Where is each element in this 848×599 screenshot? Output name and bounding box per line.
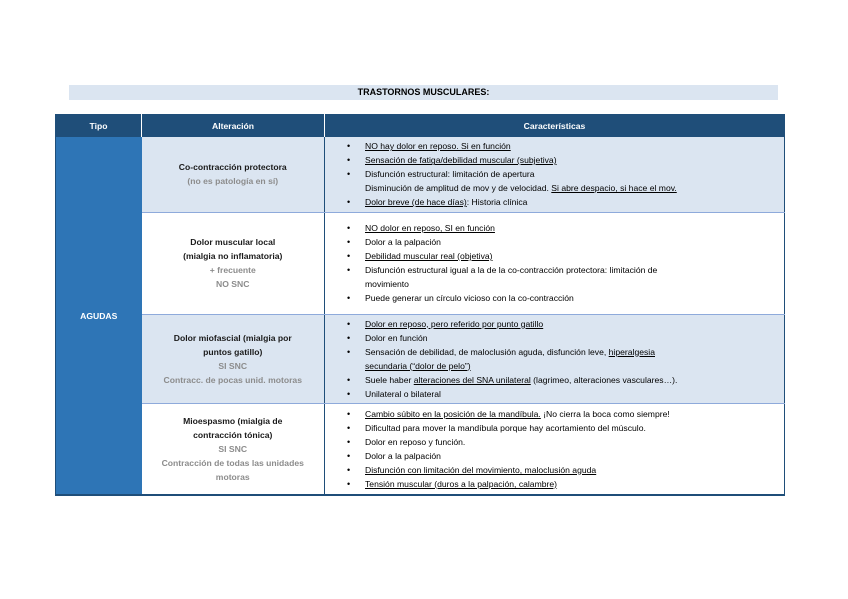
list-item bbox=[325, 449, 784, 463]
table-row bbox=[56, 314, 785, 403]
list-item bbox=[325, 387, 784, 401]
list-item-text: NO hay dolor en reposo. Si en función bbox=[365, 141, 511, 152]
disorders-table bbox=[55, 114, 785, 496]
list-item-text: Disminución de amplitud de mov y de velocidad. bbox=[365, 183, 552, 194]
list-item-text: movimiento bbox=[365, 279, 409, 289]
header-alteracion: Alteración bbox=[142, 114, 325, 137]
alteracion-subtitle: (no es patología en sí) bbox=[187, 176, 279, 187]
list-item-text: Dolor a la palpación bbox=[365, 237, 441, 247]
characteristics-list bbox=[325, 139, 784, 209]
caracteristicas-cell bbox=[325, 212, 785, 314]
alteracion-subtitle: motoras bbox=[215, 471, 250, 482]
list-item-text: Dificultad para mover la mandíbula porque hay acortamiento del músculo. bbox=[365, 422, 646, 433]
list-item-text: Puede generar un círculo vicioso con la co-contracción bbox=[365, 293, 574, 303]
list-item bbox=[325, 359, 784, 373]
table-row bbox=[56, 212, 785, 314]
list-item-text: hiperalgesia bbox=[608, 346, 655, 357]
list-item bbox=[325, 407, 784, 421]
list-item-text: (lagrimeo, alteraciones vasculares…). bbox=[530, 374, 678, 385]
list-item-text: alteraciones del SNA unilateral bbox=[413, 374, 531, 385]
table-row bbox=[56, 137, 785, 212]
list-item bbox=[325, 153, 784, 167]
alteracion-cell bbox=[142, 314, 325, 403]
alteracion-subtitle: SI SNC bbox=[218, 360, 248, 371]
list-item bbox=[325, 277, 784, 291]
list-item-text: secundaria (“dolor de pelo”) bbox=[365, 360, 471, 371]
characteristics-list bbox=[325, 317, 784, 401]
list-item-text: Tensión muscular (duros a la palpación, calambre) bbox=[365, 478, 558, 489]
list-item bbox=[325, 249, 784, 263]
alteracion-name: Co-contracción protectora bbox=[178, 162, 287, 173]
list-item bbox=[325, 181, 784, 195]
list-item-text: Dolor a la palpación bbox=[365, 450, 441, 461]
list-item bbox=[325, 463, 784, 477]
alteracion-name: Dolor muscular local bbox=[190, 237, 276, 247]
header-tipo: Tipo bbox=[56, 114, 142, 137]
alteracion-name: puntos gatillo) bbox=[203, 346, 263, 357]
caracteristicas-cell bbox=[325, 314, 785, 403]
characteristics-list bbox=[325, 221, 784, 305]
list-item bbox=[325, 421, 784, 435]
list-item bbox=[325, 477, 784, 491]
alteracion-name: contracción tónica) bbox=[193, 429, 273, 440]
list-item-text: ¡No cierra la boca como siempre! bbox=[540, 408, 670, 419]
list-item bbox=[325, 291, 784, 305]
list-item-text: Dolor en reposo y función. bbox=[365, 436, 466, 447]
list-item-text: Suele haber bbox=[365, 374, 414, 385]
alteracion-subtitle: Contracc. de pocas unid. motoras bbox=[163, 374, 302, 385]
alteracion-cell bbox=[142, 137, 325, 212]
list-item bbox=[325, 195, 784, 209]
list-item bbox=[325, 331, 784, 345]
list-item-text: Si abre despacio, si hace el mov. bbox=[551, 183, 677, 194]
tipo-cell: AGUDAS bbox=[56, 137, 142, 495]
caracteristicas-cell bbox=[325, 137, 785, 212]
list-item-text: Cambio súbito en la posición de la mandíbula. bbox=[365, 408, 541, 419]
alteracion-subtitle: SI SNC bbox=[218, 443, 248, 454]
alteracion-subtitle: + frecuente bbox=[209, 265, 256, 275]
characteristics-list bbox=[325, 407, 784, 491]
list-item-text: Disfunción con limitación del movimiento, maloclusión aguda bbox=[365, 464, 597, 475]
list-item-text: Disfunción estructural igual a la de la co-contracción protectora: limitación de bbox=[365, 265, 658, 275]
list-item-text: : Historia clínica bbox=[466, 197, 528, 208]
alteracion-name: (mialgia no inflamatoria) bbox=[183, 251, 283, 261]
list-item-text: Sensación de fatiga/debilidad muscular (subjetiva) bbox=[365, 155, 557, 166]
alteracion-name: Mioespasmo (mialgia de bbox=[183, 415, 283, 426]
alteracion-cell bbox=[142, 212, 325, 314]
list-item-text: Dolor breve (de hace días) bbox=[365, 197, 467, 208]
list-item bbox=[325, 221, 784, 235]
table-header-row bbox=[56, 114, 785, 137]
page-title: TRASTORNOS MUSCULARES: bbox=[69, 85, 778, 100]
list-item bbox=[325, 317, 784, 331]
alteracion-cell bbox=[142, 403, 325, 495]
table-row bbox=[56, 403, 785, 495]
list-item-text: Unilateral o bilateral bbox=[365, 388, 441, 399]
list-item bbox=[325, 139, 784, 153]
list-item bbox=[325, 345, 784, 359]
list-item bbox=[325, 373, 784, 387]
list-item bbox=[325, 235, 784, 249]
list-item bbox=[325, 167, 784, 181]
list-item-text: Debilidad muscular real (objetiva) bbox=[365, 251, 493, 261]
header-caracteristicas: Características bbox=[325, 114, 785, 137]
list-item bbox=[325, 263, 784, 277]
alteracion-name: Dolor miofascial (mialgia por bbox=[173, 332, 292, 343]
list-item bbox=[325, 435, 784, 449]
alteracion-subtitle: Contracción de todas las unidades bbox=[161, 457, 304, 468]
list-item-text: Dolor en reposo, pero referido por punto gatillo bbox=[365, 318, 544, 329]
caracteristicas-cell bbox=[325, 403, 785, 495]
list-item-text: Dolor en función bbox=[365, 332, 428, 343]
list-item-text: Sensación de debilidad, de maloclusión aguda, disfunción leve, bbox=[365, 346, 609, 357]
alteracion-subtitle: NO SNC bbox=[216, 279, 250, 289]
list-item-text: NO dolor en reposo, SI en función bbox=[365, 223, 495, 233]
list-item-text: Disfunción estructural: limitación de apertura bbox=[365, 169, 535, 180]
